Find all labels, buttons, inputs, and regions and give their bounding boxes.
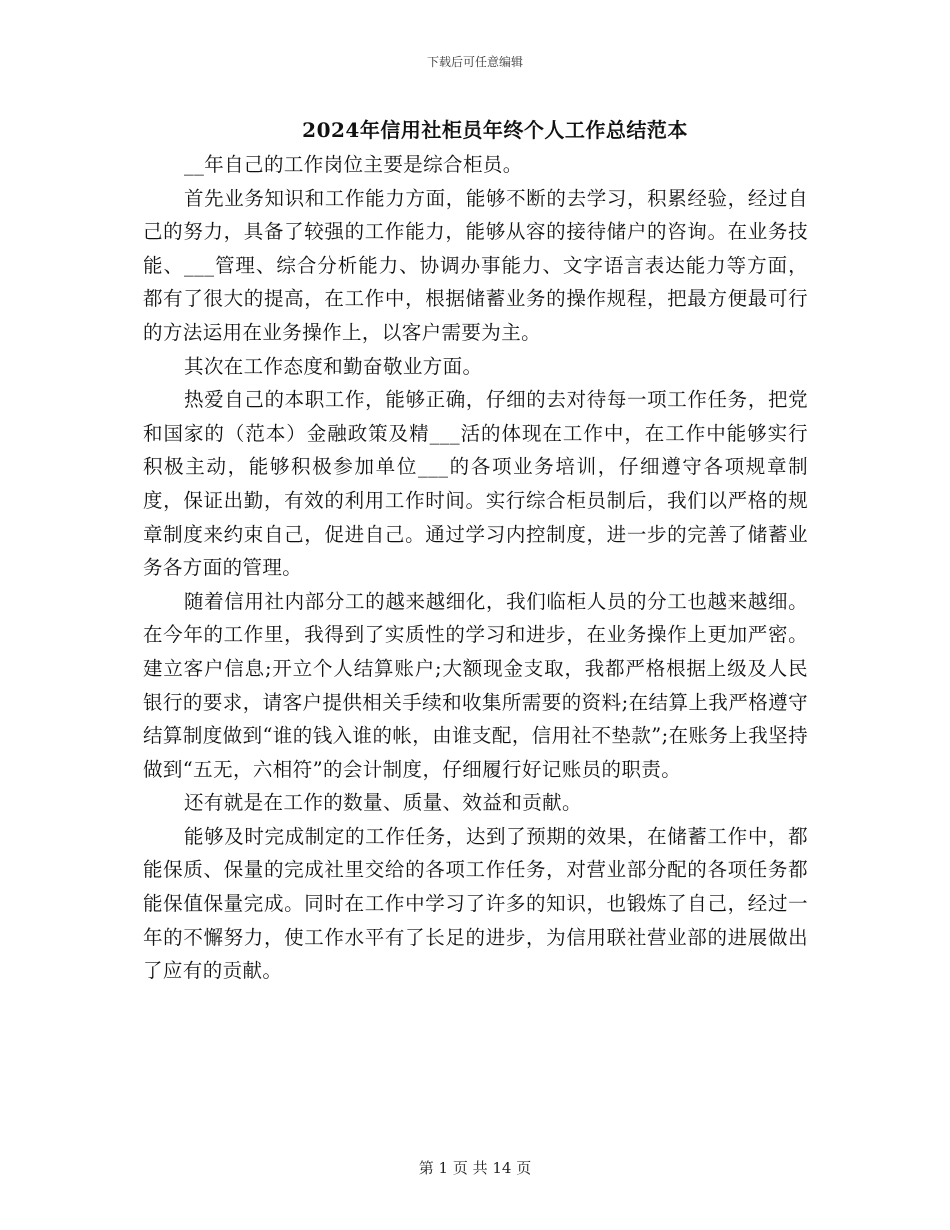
- paragraph: 首先业务知识和工作能力方面，能够不断的去学习，积累经验，经过自己的努力，具备了较强的工作能力，能够从容的接待储户的咨询。在业务技能、___管理、综合分析能力、协调办事能力、文字语言表达能力等方面，都有了很大的提高，在工作中，根据储蓄业务的操作规程，把最方便最可行的方法运用在业务操作上，以客户需要为主。: [143, 186, 808, 344]
- paragraph: 还有就是在工作的数量、质量、效益和贡献。: [183, 791, 582, 815]
- document-body: [143, 148, 808, 988]
- paragraph: 热爱自己的本职工作，能够正确，仔细的去对待每一项工作任务，把党和国家的（范本）金融政策及精___活的体现在工作中，在工作中能够实行积极主动，能够积极参加单位___的各项业务培训，仔细遵守各项规章制度，保证出勤，有效的利用工作时间。实行综合柜员制后，我们以严格的规章制度来约束自己，促进自己。通过学习内控制度，进一步的完善了储蓄业务各方面的管理。: [143, 388, 808, 580]
- document-title: 2024年信用社柜员年终个人工作总结范本: [302, 118, 688, 142]
- page-header: 下载后可任意编辑: [426, 55, 523, 69]
- paragraph: 随着信用社内部分工的越来越细化，我们临柜人员的分工也越来越细。在今年的工作里，我得到了实质性的学习和进步，在业务操作上更加严密。建立客户信息;开立个人结算账户;大额现金支取，我都严格根据上级及人民银行的要求，请客户提供相关手续和收集所需要的资料;在结算上我严格遵守结算制度做到“谁的钱入谁的帐，由谁支配，信用社不垫款”;在账务上我坚持做到“五无，六相符”的会计制度，仔细履行好记账员的职责。: [143, 589, 808, 781]
- paragraph: 其次在工作态度和勤奋敬业方面。: [183, 354, 483, 378]
- paragraph: __年自己的工作岗位主要是综合柜员。: [183, 153, 523, 176]
- paragraph: 能够及时完成制定的工作任务，达到了预期的效果，在储蓄工作中，都能保质、保量的完成社里交给的各项工作任务，对营业部分配的各项任务都能保值保量完成。同时在工作中学习了许多的知识，也锻炼了自己，经过一年的不懈努力，使工作水平有了长足的进步，为信用联社营业部的进展做出了应有的贡献。: [143, 824, 808, 983]
- page-footer: 第 1 页 共 14 页: [418, 1159, 532, 1177]
